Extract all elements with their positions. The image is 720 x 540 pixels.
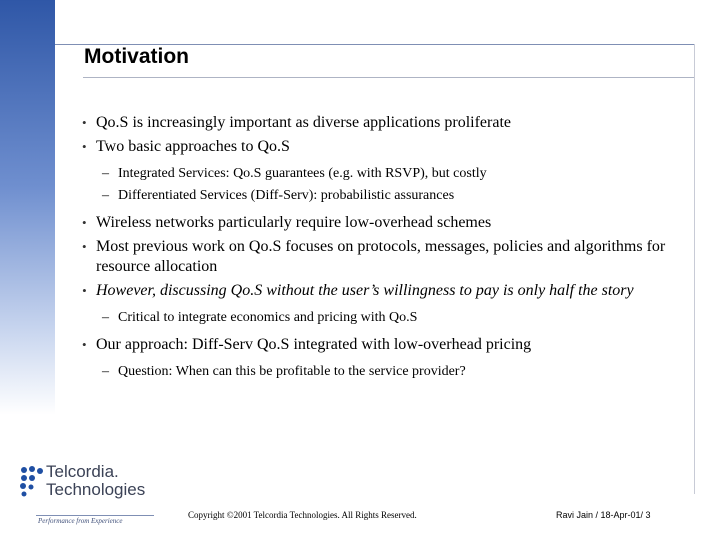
bullet-list <box>78 113 678 385</box>
dash-marker: – <box>102 310 109 325</box>
bullet-text: However, discussing Qo.S without the user’s willingness to pay is only half the story <box>96 282 634 299</box>
bullet-marker: • <box>82 239 87 254</box>
sub-bullet-text: Differentiated Services (Diff-Serv): probabilistic assurances <box>118 188 455 203</box>
bullet-item <box>78 137 678 157</box>
footer-page-info: Ravi Jain / 18-Apr-01/ 3 <box>556 510 651 520</box>
bullet-marker: • <box>82 215 87 230</box>
sub-bullet-item <box>78 309 678 327</box>
page-title: Motivation <box>84 45 189 68</box>
sub-bullet-text: Critical to integrate economics and pricing with Qo.S <box>118 310 418 325</box>
sub-bullet-item <box>78 363 678 381</box>
bullet-item <box>78 237 678 277</box>
bullet-marker: • <box>82 337 87 352</box>
dash-marker: – <box>102 166 109 181</box>
bullet-text: Qo.S is increasingly important as diverse applications proliferate <box>96 114 511 131</box>
bullet-item <box>78 113 678 133</box>
logo-tagline: Performance from Experience <box>38 517 123 525</box>
bullet-marker: • <box>82 115 87 130</box>
telcordia-logo-icon <box>18 464 46 498</box>
sub-bullet-text: Question: When can this be profitable to the service provider? <box>118 364 466 379</box>
dash-marker: – <box>102 364 109 379</box>
bullet-text: Two basic approaches to Qo.S <box>96 138 290 155</box>
bullet-text: Wireless networks particularly require low-overhead schemes <box>96 214 492 231</box>
logo-name-line2: Technologies <box>46 480 146 499</box>
bullet-marker: • <box>82 283 87 298</box>
dash-marker: – <box>102 188 109 203</box>
bullet-item <box>78 213 678 233</box>
bullet-text: Most previous work on Qo.S focuses on protocols, messages, policies and algorithms for resource allocation <box>96 238 666 275</box>
logo-name-line1: Telcordia. <box>46 462 119 481</box>
sub-bullet-item <box>78 187 678 205</box>
sub-bullet-text: Integrated Services: Qo.S guarantees (e.g. with RSVP), but costly <box>118 166 487 181</box>
title-underline <box>83 77 694 78</box>
bullet-item <box>78 335 678 355</box>
left-gradient-band <box>0 0 55 415</box>
sub-bullet-item <box>78 165 678 183</box>
footer-copyright: Copyright ©2001 Telcordia Technologies. All Rights Reserved. <box>188 510 417 520</box>
company-logo <box>14 460 164 530</box>
bullet-marker: • <box>82 139 87 154</box>
logo-divider <box>36 515 154 516</box>
right-border-line <box>694 44 695 494</box>
bullet-text: Our approach: Diff-Serv Qo.S integrated with low-overhead pricing <box>96 336 532 353</box>
bullet-item <box>78 281 678 301</box>
